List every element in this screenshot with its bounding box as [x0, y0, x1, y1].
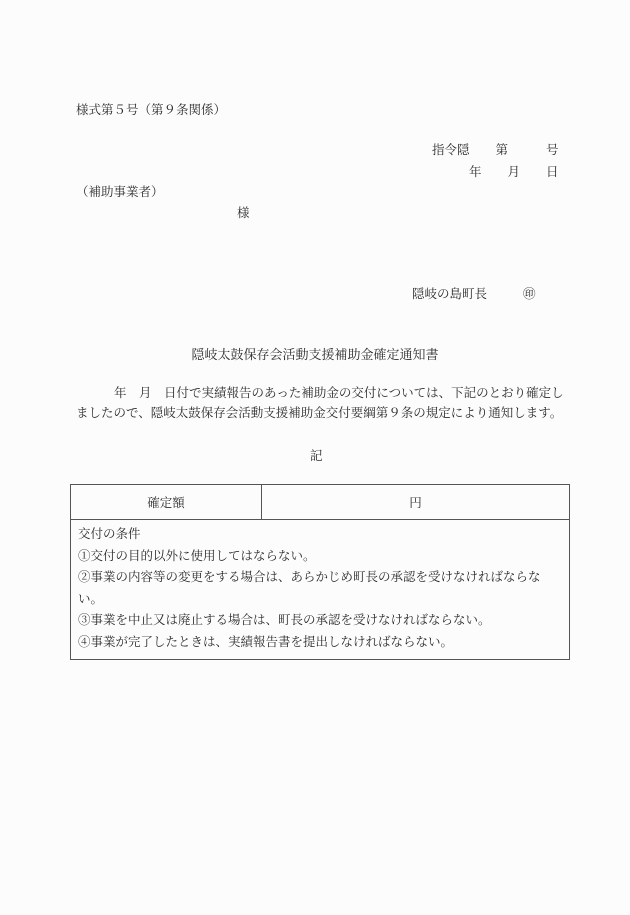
conditions-title: 交付の条件 [78, 526, 141, 541]
recipient-label: （補助事業者） [76, 184, 164, 199]
amount-label: 確定額 [71, 485, 262, 519]
document-body [76, 383, 566, 423]
form-number: 様式第５号（第９条関係） [76, 102, 227, 117]
amount-row [71, 485, 569, 520]
date-line [469, 162, 559, 180]
recipient-honorific: 様 [237, 205, 250, 220]
order-number-line [432, 140, 559, 158]
condition-item: ②事業の内容等の変更をする場合は、あらかじめ町長の承認を受けなければならない。 [78, 569, 541, 606]
condition-item: ①交付の目的以外に使用してはならない。 [78, 547, 316, 563]
condition-item: ④事業が完了したときは、実績報告書を提出しなければならない。 [78, 633, 454, 649]
condition-item: ③事業を中止又は廃止する場合は、町長の承認を受けなければならない。 [78, 612, 491, 627]
date-month: 月 [507, 164, 521, 179]
date-day: 日 [546, 164, 559, 179]
seal-mark: ㊞ [523, 286, 536, 301]
confirmation-table [70, 484, 570, 660]
ki-heading: 記 [310, 448, 323, 463]
issuer-name: 隠岐の島町長 [412, 286, 488, 301]
body-line-2: ましたので、隠岐太鼓保存会活動支援補助金交付要綱第９条の規定により通知します。 [76, 405, 563, 420]
body-line-1: 年 月 日付で実績報告のあった補助金の交付については、下記のとおり確定し [114, 385, 564, 400]
amount-unit: 円 [409, 495, 422, 510]
document-title: 隠岐太鼓保存会活動支援補助金確定通知書 [191, 348, 439, 363]
order-prefix: 指令隠 [432, 142, 470, 157]
amount-value [262, 485, 569, 519]
conditions-cell [71, 520, 569, 655]
date-year: 年 [469, 164, 482, 179]
order-go: 号 [546, 142, 559, 157]
order-dai: 第 [495, 142, 509, 157]
